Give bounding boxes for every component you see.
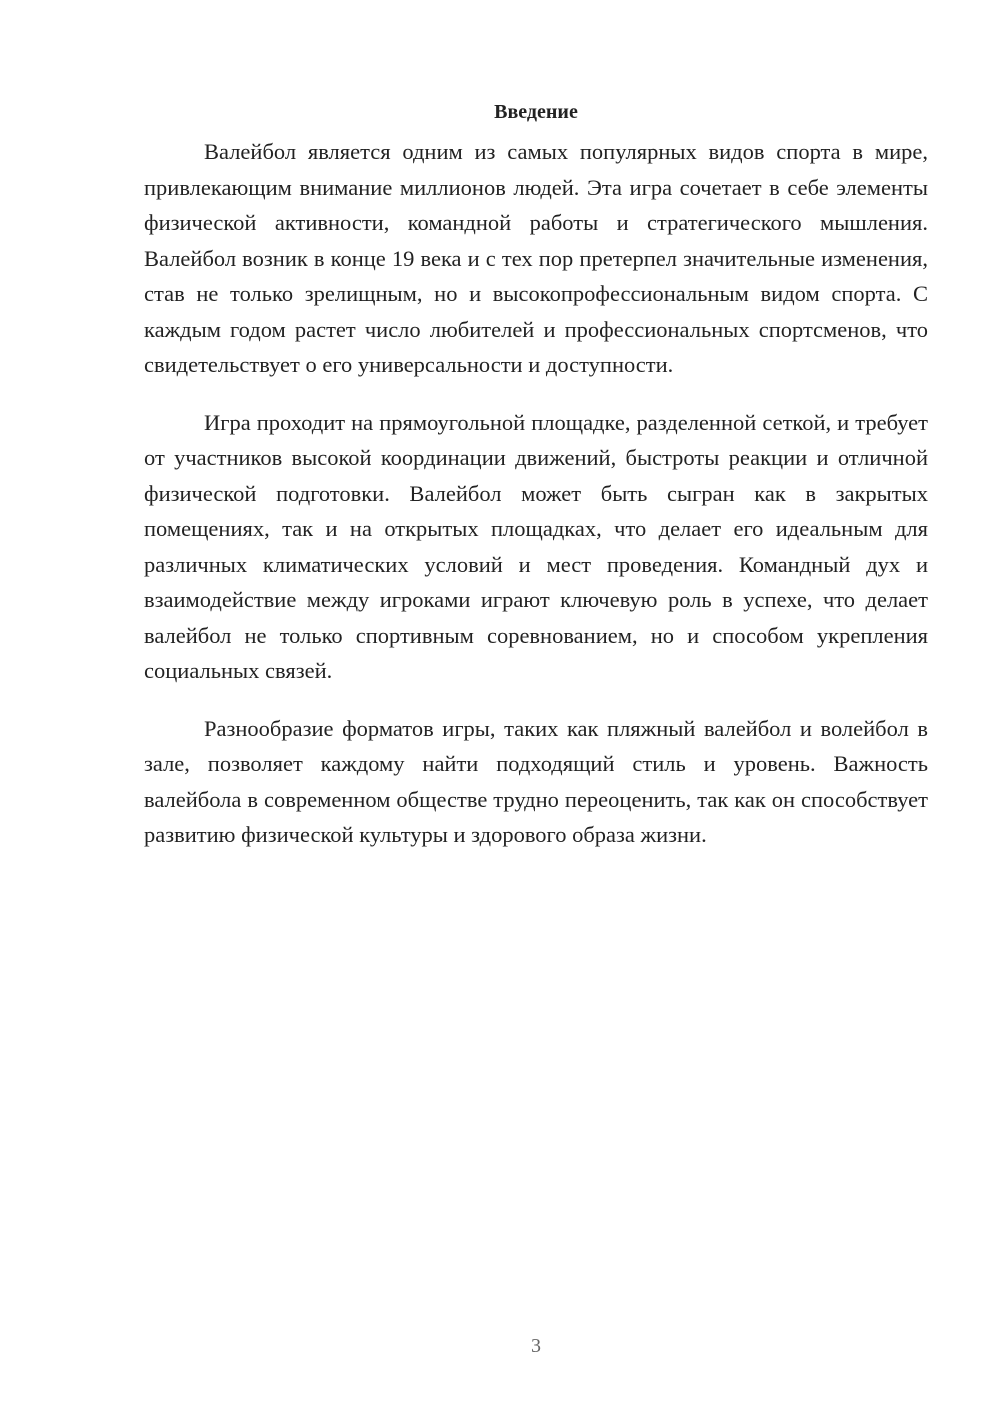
paragraph-3: Разнообразие форматов игры, таких как пляжный валейбол и волейбол в зале, позволяет каждому найти подходящий стиль и уровень. Важность валейбола в современном обществе трудно переоценить, так как он способствует развитию физической культуры и здорового образа жизни. xyxy=(144,715,928,847)
page-heading: Введение xyxy=(494,101,578,123)
page-content xyxy=(144,96,928,875)
paragraph-1: Валейбол является одним из самых популярных видов спорта в мире, привлекающим внимание миллионов людей. Эта игра сочетает в себе элементы физической активности, командной работы и стратегического мышления. Валейбол возник в конце 19 века и с тех пор претерпел значительные изменения, став не только зрелищным, но и высокопрофессиональным видом спорта. С каждым годом растет число любителей и профессиональных спортсменов, что свидетельствует о его универсальности и доступности. xyxy=(144,139,928,377)
page-number: 3 xyxy=(531,1335,541,1357)
paragraph-2: Игра проходит на прямоугольной площадке, разделенной сеткой, и требует от участников высокой координации движений, быстроты реакции и отличной физической подготовки. Валейбол может быть сыгран как в закрытых помещениях, так и на открытых площадках, что делает его идеальным для различных климатических условий и мест проведения. Командный дух и взаимодействие между игроками играют ключевую роль в успехе, что делает валейбол не только спортивным соревнованием, но и способом укрепления социальных связей. xyxy=(144,409,928,683)
